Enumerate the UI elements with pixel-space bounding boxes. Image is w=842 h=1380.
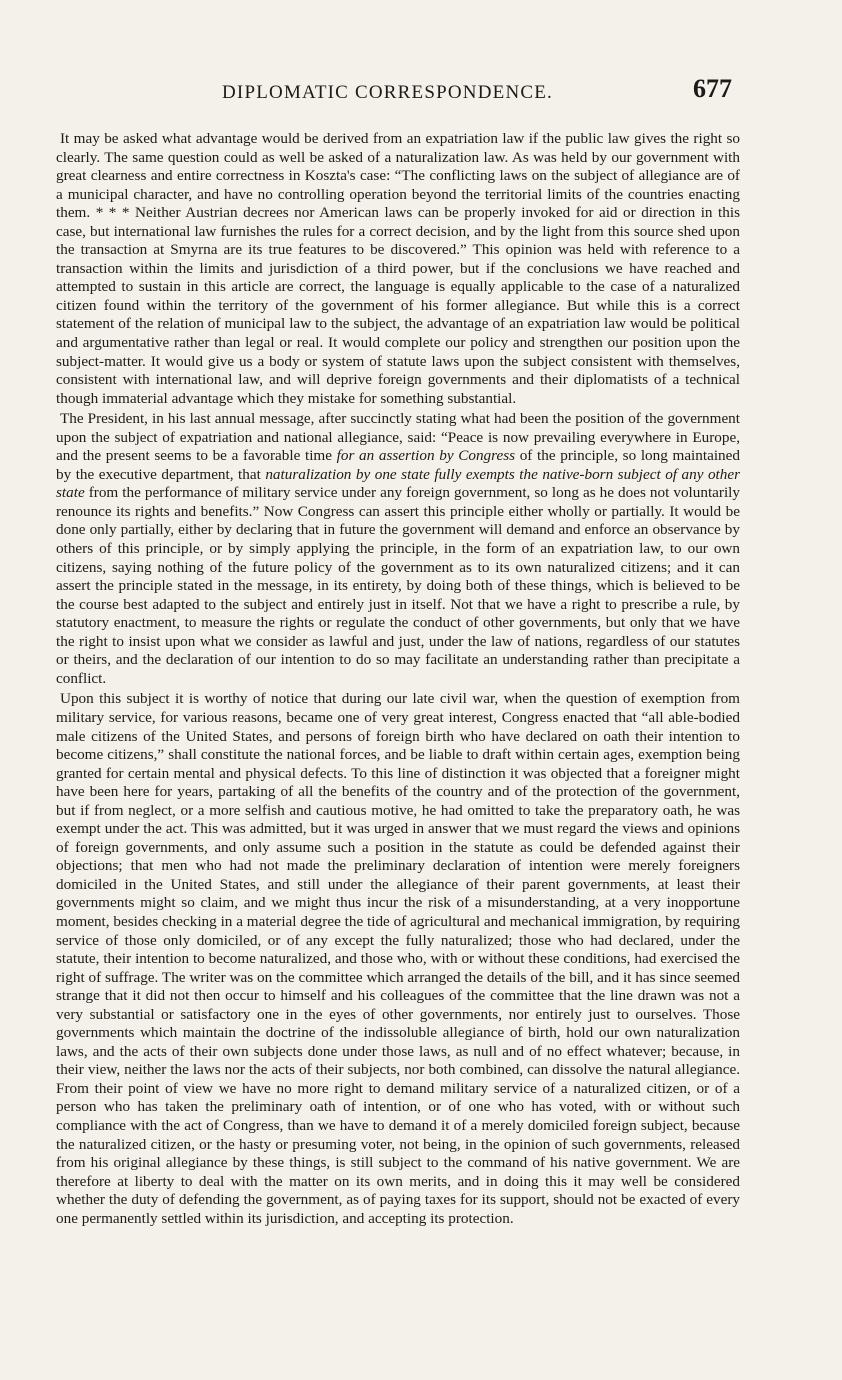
running-head: DIPLOMATIC CORRESPONDENCE. <box>222 82 554 103</box>
paragraph-expatriation-advantage: It may be asked what advantage would be derived from an expatriation law if the public law gives the right so clearly. The same question could as well be asked of a naturalization law. As was held by our government with great clearness and entire correctness in Koszta's case: “The conflicting laws on the subject of allegiance are of a municipal character, and have no controlling operation beyond the territorial limits of the countries enacting them. * * * Neither Austrian decrees nor American laws can be properly invoked for aid or direction in this case, but international law furnishes the rules for a correct decision, and by the light from this source shed upon the transaction at Smyrna are its true features to be discovered.” This opinion was held with reference to a transaction within the limits and jurisdiction of a third power, but if the conclusions we have reached and attempted to sustain in this article are correct, the language is equally applicable to the case of a naturalized citizen found within the territory of the government of his former allegiance. But while this is a correct statement of the relation of municipal law to the subject, the advantage of an expatriation law would be political and argumentative rather than legal or real. It would complete our policy and strengthen our position upon the subject-matter. It would give us a body or system of statute laws upon the subject consistent with themselves, consistent with international law, and will deprive foreign governments and their diplomatists of a technical though immaterial advantage which they mistake for something substantial. <box>56 130 740 407</box>
paragraph-presidents-message <box>56 410 740 688</box>
italic-phrase: naturalization by one state fully exempts the native-born subject of any other state <box>56 465 740 502</box>
paragraph-military-service: Upon this subject it is worthy of notice that during our late civil war, when the question of exemption from military service, for various reasons, became one of very great interest, Congress enacted that “all able-bodied male citizens of the United States, and persons of foreign birth who have declared on oath their intention to become citizens,” shall constitute the national forces, and be liable to draft within certain ages, exemption being granted for certain mental and physical defects. To this line of distinction it was objected that a foreigner might have been here for years, partaking of all the benefits of the country and of the protection of the government, but if from neglect, or a more selfish and cautious motive, he had omitted to take the preparatory oath, he was exempt under the act. This was admitted, but it was urged in answer that we must regard the views and opinions of foreign governments, and only assume such a position in the statute as could be defended against their objections; that men who had not made the preliminary declaration of intention were merely foreigners domiciled in the United States, and still under the allegiance of their parent governments, at least their governments might so claim, and we might thus incur the risk of a misunderstanding, at a very inopportune moment, besides checking in a material degree the tide of agricultural and mechanical immigration, by requiring service of those only domiciled, or of any except the fully naturalized; those who had declared, under the statute, their intention to become naturalized, and those who, with or without these conditions, had exercised the right of suffrage. The writer was on the committee which arranged the details of the bill, and it has since seemed strange that it did not then occur to himself and his colleagues of the committee that the line drawn was not a very substantial or satisfactory one in the eyes of other governments, nor entirely just to ourselves. Those governments which maintain the doctrine of the indissoluble allegiance of birth, hold our own naturalization laws, and the acts of their own subjects done under those laws, as null and of no effect whatever; because, in their view, neither the laws nor the acts of their subjects, nor both combined, can dissolve the natural allegiance. From their point of view we have no more right to demand military service of a naturalized citizen, or of a person who has taken the preliminary oath of intention, or of one who has voted, with or without such compliance with the act of Congress, than we have to demand it of a merely domiciled foreign subject, because the naturalized citizen, or the hasty or presuming voter, not being, in the opinion of such governments, released from his original allegiance by these things, is still subject to the command of his native government. We are therefore at liberty to deal with the matter on its own merits, and in doing this it may well be considered whether the duty of defending the government, as of paying taxes for its support, should not be exacted of every one permanently settled within its jurisdiction, and accepting its protection. <box>56 690 740 1227</box>
body-text <box>56 130 740 1228</box>
italic-phrase: for an assertion by Congress <box>336 447 516 465</box>
page-header <box>56 72 740 112</box>
document-page <box>56 72 740 1228</box>
paragraph-text: from the performance of military service under any foreign government, so long as he does not voluntarily renounce its rights and benefits.” Now Congress can assert this principle either wholly or partially. It would be done only partially, either by declaring that in future the government will demand and enforce an observance by others of this principle, or by simply applying the principle, in the form of an expatriation law, to our own citizens, saying nothing of the future policy of the government as to its own naturalized citizens; and it can assert the principle stated in the message, in its entirety, by doing both of these things, which is believed to be the course best adapted to the subject and entirely just in itself. Not that we have a right to prescribe a rule, by statutory enactment, to measure the rights or regulate the conduct of other governments, but only that we have the right to insist upon what we consider as lawful and just, under the law of nations, regardless of our statutes or theirs, and the declaration of our intention to do so may facilitate an understanding rather than precipitate a conflict. <box>56 484 740 687</box>
paragraph-text: of the principle, so long maintained by the executive department, that <box>56 447 740 483</box>
page-number: 677 <box>693 74 732 103</box>
paragraph-text: The President, in his last annual message, after succinctly stating what had been the position of the government upon the subject of expatriation and national allegiance, said: “Peace is now prevailing everywhere in Europe, and the present seems to be a favorable time <box>56 410 740 465</box>
